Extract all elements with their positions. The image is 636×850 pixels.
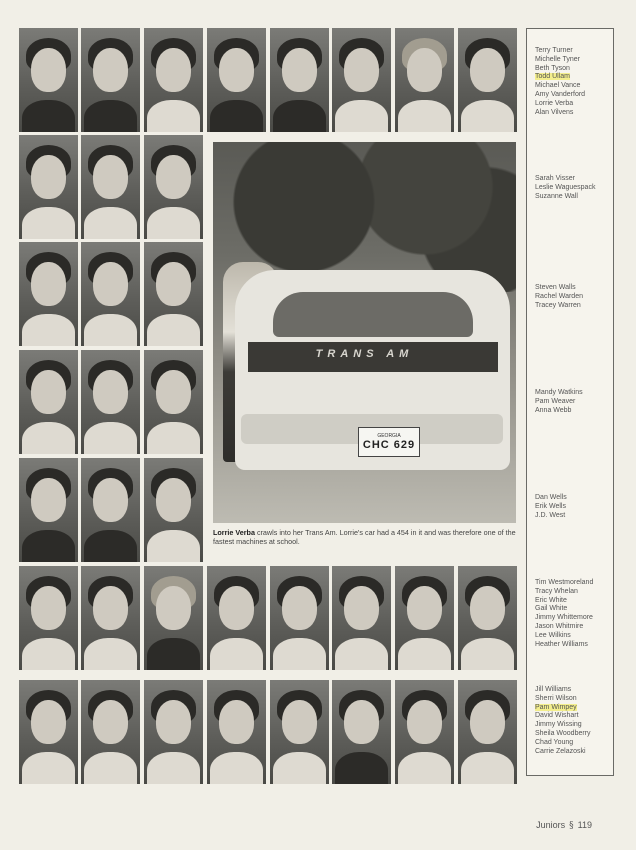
section-label: Juniors [536,820,566,830]
student-portrait [81,242,140,346]
portrait-head [93,586,128,630]
student-name: Sarah Visser [535,175,575,182]
portrait-head [93,478,128,522]
student-name: Eric White [535,596,567,604]
portrait-head [344,700,379,744]
student-name: Sherri Wilson [535,694,577,702]
page-number: 119 [577,820,592,830]
student-portrait [332,566,391,670]
portrait-body [210,638,263,670]
portrait-head [219,48,254,92]
student-name: David Wishart [535,712,579,720]
student-portrait [144,28,203,132]
caption-name: Lorrie Verba [213,528,255,537]
student-portrait [19,680,78,784]
student-portrait [332,28,391,132]
student-name: Beth Tyson [535,64,570,72]
student-name: Dan Wells [535,494,567,501]
portrait-body [147,100,200,132]
portrait-head [31,370,66,414]
student-portrait [19,458,78,562]
portrait-body [461,638,514,670]
portrait-body [335,638,388,670]
portrait-body [398,638,451,670]
student-name: Michael Vance [535,82,581,90]
student-portrait [81,135,140,239]
section-mark: § [569,821,574,831]
student-name: Todd Ullam [535,73,571,81]
portrait-body [84,100,137,132]
name-group [535,686,591,756]
student-portrait [81,680,140,784]
portrait-body [273,100,326,132]
student-name: Heather Williams [535,640,588,648]
student-name: Jimmy Wissing [535,721,582,729]
portrait-body [147,638,200,670]
portrait-head [219,586,254,630]
portrait-body [84,638,137,670]
student-name: Suzanne Wall [535,192,578,200]
student-portrait [144,242,203,346]
name-group [535,175,595,201]
student-name: Tim Westmoreland [535,579,594,586]
portrait-head [93,155,128,199]
student-name: Mandy Watkins [535,389,583,396]
portrait-body [84,530,137,562]
portrait-head [156,700,191,744]
student-portrait [395,28,454,132]
name-group [535,47,585,117]
portrait-head [156,478,191,522]
name-group [535,579,593,649]
student-name: Michelle Tyner [535,55,581,63]
caption-text: crawls into her Trans Am. Lorrie's car had a 454 in it and was therefore one of the fastest machines at school. [213,528,516,546]
student-portrait [144,135,203,239]
student-name: Jimmy Whittemore [535,614,593,622]
license-plate [358,427,420,457]
student-name: Steven Walls [535,284,576,291]
plate-number: CHC 629 [362,439,416,451]
name-sidebar [526,28,614,776]
student-name: J.D. West [535,511,566,519]
portrait-body [84,314,137,346]
portrait-head [31,48,66,92]
portrait-head [282,48,317,92]
portrait-head [156,586,191,630]
portrait-body [461,100,514,132]
portrait-body [147,752,200,784]
photo-caption [213,528,523,546]
portrait-head [219,700,254,744]
student-portrait [270,28,329,132]
portrait-head [93,48,128,92]
student-portrait [207,28,266,132]
portrait-body [147,207,200,239]
portrait-head [31,586,66,630]
portrait-body [22,100,75,132]
student-name: Tracy Whelan [535,587,578,595]
student-portrait [19,350,78,454]
portrait-body [273,752,326,784]
portrait-head [470,586,505,630]
student-portrait [19,242,78,346]
student-name: Leslie Waguespack [535,183,596,191]
student-portrait [81,458,140,562]
student-name: Sheila Woodberry [535,729,591,737]
student-portrait [144,458,203,562]
student-name: Pam Weaver [535,397,576,405]
portrait-body [210,100,263,132]
portrait-body [22,207,75,239]
portrait-head [407,48,442,92]
portrait-body [335,100,388,132]
student-name: Anna Webb [535,406,572,414]
student-portrait [458,566,517,670]
portrait-head [31,700,66,744]
student-portrait [270,566,329,670]
student-name: Carrie Zelazoski [535,747,586,755]
rear-window [273,292,473,337]
portrait-body [84,752,137,784]
portrait-body [84,422,137,454]
portrait-body [22,638,75,670]
portrait-body [22,314,75,346]
student-portrait [332,680,391,784]
student-name: Amy Vanderford [535,90,586,98]
student-portrait [207,680,266,784]
portrait-head [344,48,379,92]
student-name: Erik Wells [535,502,566,510]
portrait-head [31,262,66,306]
student-name: Gail White [535,605,568,613]
portrait-body [335,752,388,784]
student-portrait [81,566,140,670]
student-portrait [458,28,517,132]
student-name: Terry Turner [535,47,573,54]
portrait-body [147,530,200,562]
portrait-body [461,752,514,784]
plate-state: GEORGIA [377,433,401,439]
portrait-head [344,586,379,630]
portrait-head [156,262,191,306]
portrait-head [156,48,191,92]
name-group [535,284,583,310]
student-portrait [81,350,140,454]
portrait-body [22,530,75,562]
student-portrait [19,135,78,239]
student-name: Tracey Warren [535,301,581,309]
portrait-head [156,370,191,414]
student-name: Lorrie Verba [535,99,574,107]
student-portrait [207,566,266,670]
student-portrait [144,680,203,784]
portrait-head [156,155,191,199]
portrait-head [407,586,442,630]
portrait-body [147,314,200,346]
student-portrait [270,680,329,784]
portrait-body [22,422,75,454]
trans-am-photo [213,142,516,523]
portrait-body [84,207,137,239]
portrait-head [31,478,66,522]
student-name: Rachel Warden [535,292,583,300]
portrait-body [273,638,326,670]
student-portrait [144,566,203,670]
portrait-head [282,700,317,744]
portrait-body [398,100,451,132]
student-portrait [458,680,517,784]
student-name: Chad Young [535,738,574,746]
page-footer [536,820,592,831]
portrait-head [93,370,128,414]
portrait-head [470,48,505,92]
portrait-head [282,586,317,630]
portrait-body [398,752,451,784]
portrait-body [210,752,263,784]
student-portrait [395,566,454,670]
portrait-body [22,752,75,784]
name-group [535,389,583,415]
student-portrait [19,566,78,670]
student-name: Jason Whitmire [535,622,584,630]
student-portrait [144,350,203,454]
student-name: Jill Williams [535,686,572,693]
student-name: Lee Wilkins [535,631,571,639]
portrait-head [93,700,128,744]
car-badge: TRANS AM [315,348,414,360]
student-name: Pam Wimpey [535,703,577,711]
student-name: Alan Vilvens [535,108,574,116]
portrait-head [470,700,505,744]
student-portrait [395,680,454,784]
portrait-head [93,262,128,306]
portrait-head [31,155,66,199]
portrait-head [407,700,442,744]
student-portrait [19,28,78,132]
portrait-body [147,422,200,454]
student-portrait [81,28,140,132]
name-group [535,494,567,520]
